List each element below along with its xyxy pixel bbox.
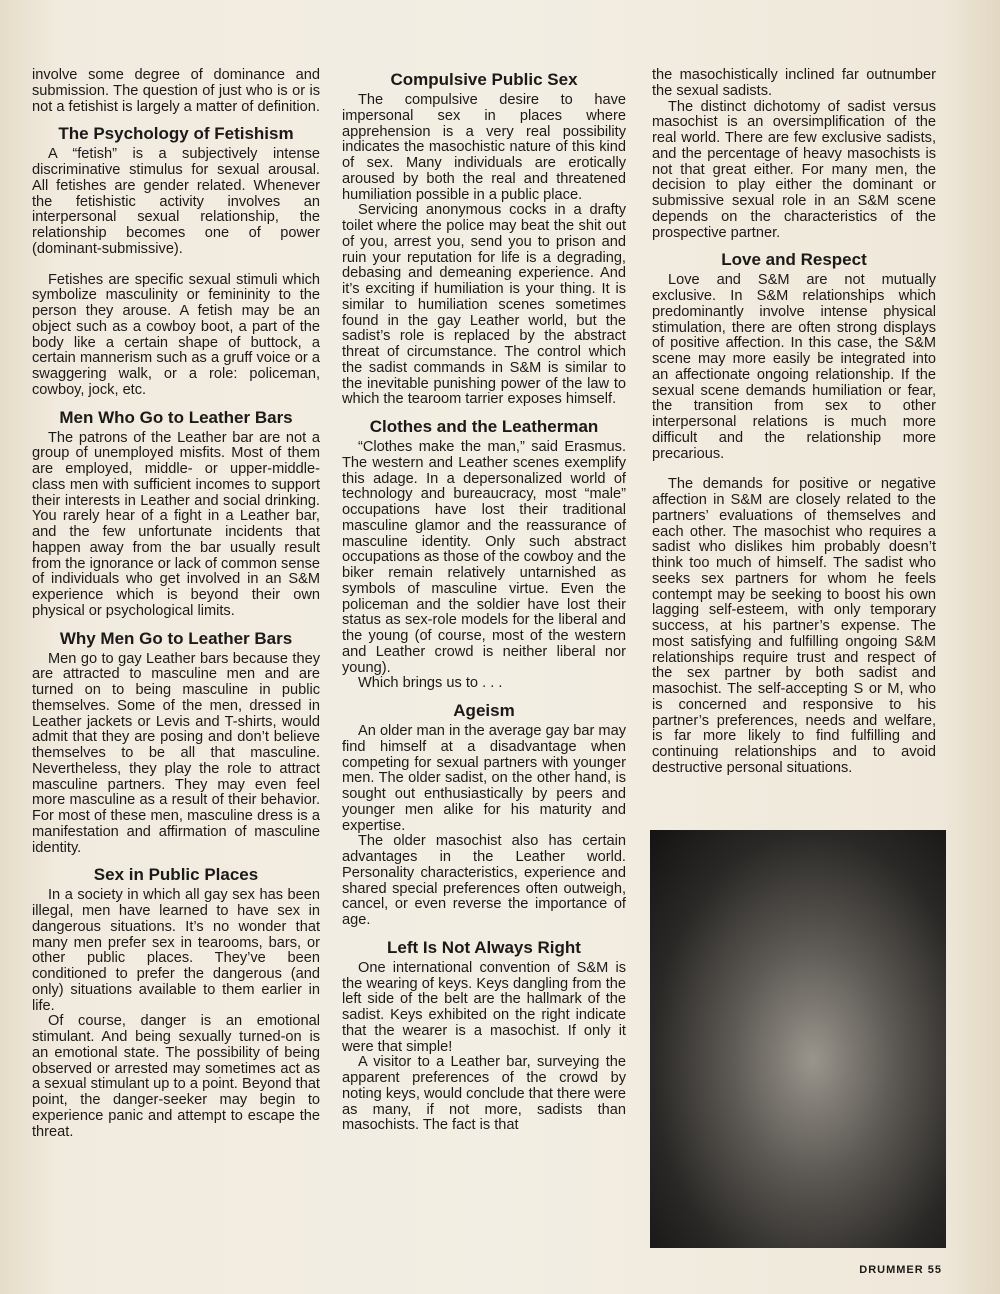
page-footer: DRUMMER 55: [859, 1264, 942, 1276]
paragraph: Love and S&M are not mutually exclusive. In S&M relationships which predominantly involve intense physical stimulation, there are often strong displays of positive affection. In this case, the S&M scene may more easily be integrated into an affectionate ongoing relationship. If the sexual scene demands humiliation or fear, the transition from sex to other interpersonal relations is much more difficult and the relationship more precarious.: [652, 272, 936, 462]
paragraph: A visitor to a Leather bar, surveying the apparent preferences of the crowd by noting keys, would conclude that there were as many, if not more, sadists than masochists. The fact is that: [342, 1054, 626, 1134]
section-heading: Why Men Go to Leather Bars: [59, 628, 293, 648]
paragraph: One international convention of S&M is the wearing of keys. Keys dangling from the left side of the belt are the hallmark of the sadist. Keys exhibited on the right indicate that the wearer is a masochist. If only it were that simple!: [342, 959, 626, 1055]
paragraph: The older masochist also has certain advantages in the Leather world. Personality characteristics, experience and shared special preferences often outweigh, cancel, or even reverse the importance of age.: [342, 833, 626, 928]
paragraph: Which brings us to . . .: [358, 675, 503, 692]
section-heading: The Psychology of Fetishism: [58, 124, 294, 144]
paragraph: A “fetish” is a subjectively intense discriminative stimulus for sexual arousal. All fetishes are gender related. Whenever the fetishistic activity involves an interpersonal sexual relationship, the relationship becomes one of power (dominant-submissive).: [32, 146, 320, 257]
paragraph: Fetishes are specific sexual stimuli which symbolize masculinity or femininity to the person they arouse. A fetish may be an object such as a cowboy boot, a part of the body like a certain shape of buttock, a certain mannerism such as a gruff voice or a swaggering walk, or a role: policeman, cowboy, jock, etc.: [32, 271, 320, 398]
section-heading: Sex in Public Places: [93, 865, 259, 885]
section-heading: Left Is Not Always Right: [387, 937, 581, 957]
column-3: [652, 68, 936, 777]
paragraph: The compulsive desire to have impersonal sex in places where apprehension is a very real possibility indicates the masochistic nature of this kind of sex. Many individuals are erotically aroused by both the real and threatened humiliation possible in a public place.: [342, 92, 626, 203]
paragraph: Servicing anonymous cocks in a drafty toilet where the police may beat the shit out of you, arrest you, send you to prison and ruin your reputation for life is a degrading, debasing and demeaning experience. And it’s exciting if humiliation is your thing. It is similar to humiliation scenes sometimes found in the gay Leather world, but the sadist’s role is replaced by the abstract threat of circumstance. The control which the sadist commands in S&M is similar to the inevitable punishing power of the law to which the tearoom tarrier exposes himself.: [342, 202, 626, 408]
paragraph: The patrons of the Leather bar are not a group of unemployed misfits. Most of them are employed, middle- or upper-middle-class men with sufficient incomes to support their interests in Leather and social drinking. You rarely hear of a fight in a Leather bar, and the few unfortunate incidents that happen away from the bar usually result from the ignorance or lack of common sense of individuals who get involved in an S&M experience which is beyond their own physical or psychological limits.: [32, 429, 320, 619]
section-heading: Clothes and the Leatherman: [369, 417, 599, 436]
column-1: [32, 68, 320, 1140]
article-photo: [650, 830, 946, 1248]
paragraph: Men go to gay Leather bars because they are attracted to masculine men and are turned on to being masculine in public themselves. Some of the men, dressed in Leather jackets or Levis and T-shirts, would admit that they are posing and don’t believe themselves to be all that masculine. Nevertheless, they play the role to attract masculine partners. They may even feel more masculine as a result of their behavior. For most of these men, masculine dress is a manifestation and affirmation of masculine identity.: [32, 650, 320, 856]
paragraph: The demands for positive or negative affection in S&M are closely related to the partners’ evaluations of themselves and each other. The masochist who requires a sadist who dislikes him probably doesn’t think too much of himself. The sadist who seeks sex partners for whom he feels contempt may be seeking to boost his own lagging self-esteem, with only temporary success, at his partner’s expense. The most satisfying and fulfilling ongoing S&M relationships require trust and respect of the sex partner by both sadist and masochist. The self-accepting S or M, who is concerned and responsive to his partner’s preferences, needs and welfare, is far more likely to find fulfilling and continuing relationships and to avoid destructive personal situations.: [652, 476, 936, 776]
section-heading: Ageism: [453, 701, 515, 720]
paragraph: An older man in the average gay bar may find himself at a disadvantage when competing for sexual partners with younger men. The older sadist, on the other hand, is sought out enthusiastically by peers and younger men alike for his maturity and expertise.: [342, 723, 626, 834]
paragraph: In a society in which all gay sex has been illegal, men have learned to have sex in dangerous situations. It’s no wonder that many men prefer sex in tearooms, bars, or other public places. They’ve been conditioned to prefer the dangerous (and only) situations available to them earlier in life.: [32, 887, 320, 1014]
paragraph: “Clothes make the man,” said Erasmus. The western and Leather scenes exemplify this adage. In a depersonalized world of technology and bureaucracy, most “male” occupations have lost their traditional masculine glamor and the reassurance of masculine identity. Only such abstract occupations as those of the cowboy and the biker remain relatively untarnished as symbols of masculine virtue. Even the policeman and the soldier have lost their status as sex-role models for the liberal and the young (of course, most of the western and Leather crowd is neither liberal nor young).: [342, 439, 626, 676]
section-heading: Love and Respect: [721, 250, 867, 270]
section-heading: Compulsive Public Sex: [390, 70, 578, 89]
section-heading: Men Who Go to Leather Bars: [59, 407, 293, 427]
paragraph: The distinct dichotomy of sadist versus masochist is an oversimplification of the real world. There are few exclusive sadists, and the percentage of heavy masochists is not that great either. For many men, the decision to play either the dominant or submissive sexual role in an S&M scene depends on the characteristics of the prospective partner.: [652, 98, 936, 241]
paragraph: Of course, danger is an emotional stimulant. And being sexually turned-on is an emotional state. The possibility of being observed or arrested may sometimes act as a sexual stimulant up to a point. Beyond that point, the danger-seeker may begin to experience panic and attempt to escape the threat.: [32, 1013, 320, 1140]
column-2: [342, 70, 626, 1134]
paragraph: involve some degree of dominance and submission. The question of just who is or is not a fetishist is largely a matter of definition.: [32, 67, 320, 115]
paragraph: the masochistically inclined far outnumber the sexual sadists.: [652, 67, 936, 99]
